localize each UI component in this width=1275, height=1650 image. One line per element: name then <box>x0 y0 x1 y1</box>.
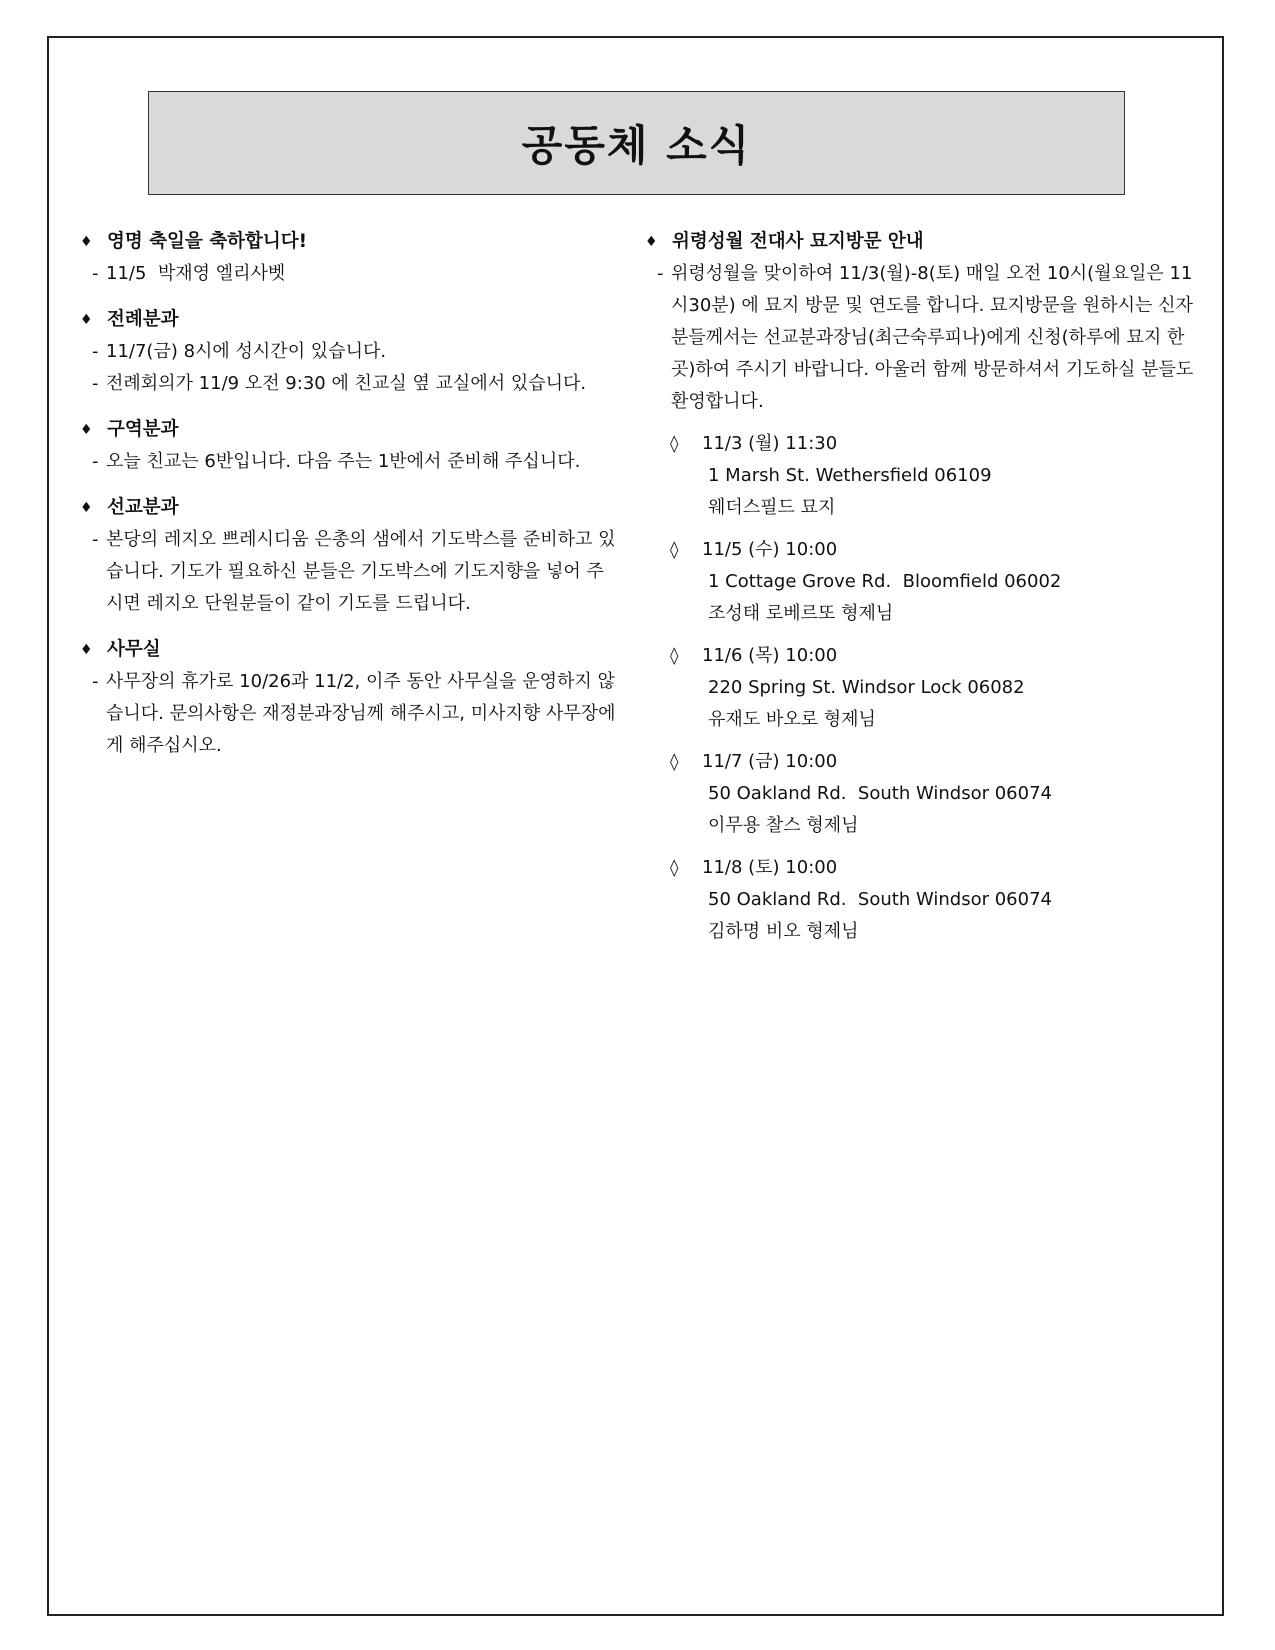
visit-datetime: 11/5 (수) 10:00 <box>702 539 838 560</box>
section-heading: 구역분과 <box>107 419 179 440</box>
visit-address: 1 Marsh St. Wethersfield 06109 <box>708 465 992 486</box>
list-item: - 오늘 친교는 6반입니다. 다음 주는 1반에서 준비해 주십니다. <box>92 451 581 472</box>
list-item: - 본당의 레지오 쁘레시디움 은총의 샘에서 기도박스를 준비하고 있습니다. 기도가 필요하신 분들은 기도박스에 기도지향을 넣어 주시면 레지오 단원분들이 같이 기도를 드립니다. <box>92 529 616 614</box>
right-column <box>645 226 1195 948</box>
page-title: 공동체 소식 <box>521 121 752 170</box>
section-heading: 사무실 <box>107 639 161 660</box>
visit-address: 1 Cottage Grove Rd. Bloomfield 06002 <box>708 571 1062 592</box>
hollow-diamond-icon: ◊ <box>670 540 679 560</box>
section-liturgy <box>80 304 620 400</box>
diamond-bullet-icon: ♦ <box>80 422 93 438</box>
visit-datetime: 11/8 (토) 10:00 <box>702 857 838 878</box>
list-item: - 전례회의가 11/9 오전 9:30 에 친교실 옆 교실에서 있습니다. <box>92 373 587 394</box>
section-heading: 선교분과 <box>107 497 179 518</box>
visit-person: 이무용 찰스 형제님 <box>708 815 859 836</box>
section-district <box>80 414 620 478</box>
visit-address: 50 Oakland Rd. South Windsor 06074 <box>708 783 1052 804</box>
diamond-bullet-icon: ♦ <box>80 312 93 328</box>
visit-datetime: 11/7 (금) 10:00 <box>702 751 838 772</box>
diamond-bullet-icon: ♦ <box>80 642 93 658</box>
visit-datetime: 11/3 (월) 11:30 <box>702 433 838 454</box>
visit-person: 김하명 비오 형제님 <box>708 921 859 942</box>
hollow-diamond-icon: ◊ <box>670 434 679 454</box>
visit-person: 조성태 로베르또 형제님 <box>708 603 894 624</box>
visit-person: 유재도 바오로 형제님 <box>708 709 876 730</box>
hollow-diamond-icon: ◊ <box>670 858 679 878</box>
hollow-diamond-icon: ◊ <box>670 646 679 666</box>
visit-address: 220 Spring St. Windsor Lock 06082 <box>708 677 1025 698</box>
visit-datetime: 11/6 (목) 10:00 <box>702 645 838 666</box>
left-column <box>80 226 620 776</box>
list-item: - 사무장의 휴가로 10/26과 11/2, 이주 동안 사무실을 운영하지 않습니다. 문의사항은 재정분과장님께 해주시고, 미사지향 사무장에게 해주십시오. <box>92 671 616 756</box>
visit-item <box>645 428 1195 524</box>
intro-paragraph: - 위령성월을 맞이하여 11/3(월)-8(토) 매일 오전 10시(월요일은 11시30분) 에 묘지 방문 및 연도를 합니다. 묘지방문을 원하시는 신자분들께서는 선교분과장님(최근숙루피나)에게 신청(하루에 묘지 한 곳)하여 주시기 바랍니다. 아울러 함께 방문하셔서 기도하실 분들도 환영합니다. <box>657 263 1194 412</box>
visit-item <box>645 746 1195 842</box>
hollow-diamond-icon: ◊ <box>670 752 679 772</box>
cemetery-visit-heading-row <box>645 226 1195 258</box>
visit-item <box>645 534 1195 630</box>
section-mission <box>80 492 620 620</box>
section-heading: 전례분과 <box>107 309 179 330</box>
list-item: - 11/5 박재영 엘리사벳 <box>92 263 286 284</box>
diamond-bullet-icon: ♦ <box>645 234 658 250</box>
section-office <box>80 634 620 762</box>
visit-person: 웨더스필드 묘지 <box>708 497 836 518</box>
section-feast-day <box>80 226 620 290</box>
visit-item <box>645 640 1195 736</box>
diamond-bullet-icon: ♦ <box>80 500 93 516</box>
list-item: - 11/7(금) 8시에 성시간이 있습니다. <box>92 341 387 362</box>
title-banner <box>148 91 1125 195</box>
section-heading: 영명 축일을 축하합니다! <box>107 231 308 252</box>
section-heading: 위령성월 전대사 묘지방문 안내 <box>672 231 924 252</box>
visit-address: 50 Oakland Rd. South Windsor 06074 <box>708 889 1052 910</box>
diamond-bullet-icon: ♦ <box>80 234 93 250</box>
visit-item <box>645 852 1195 948</box>
